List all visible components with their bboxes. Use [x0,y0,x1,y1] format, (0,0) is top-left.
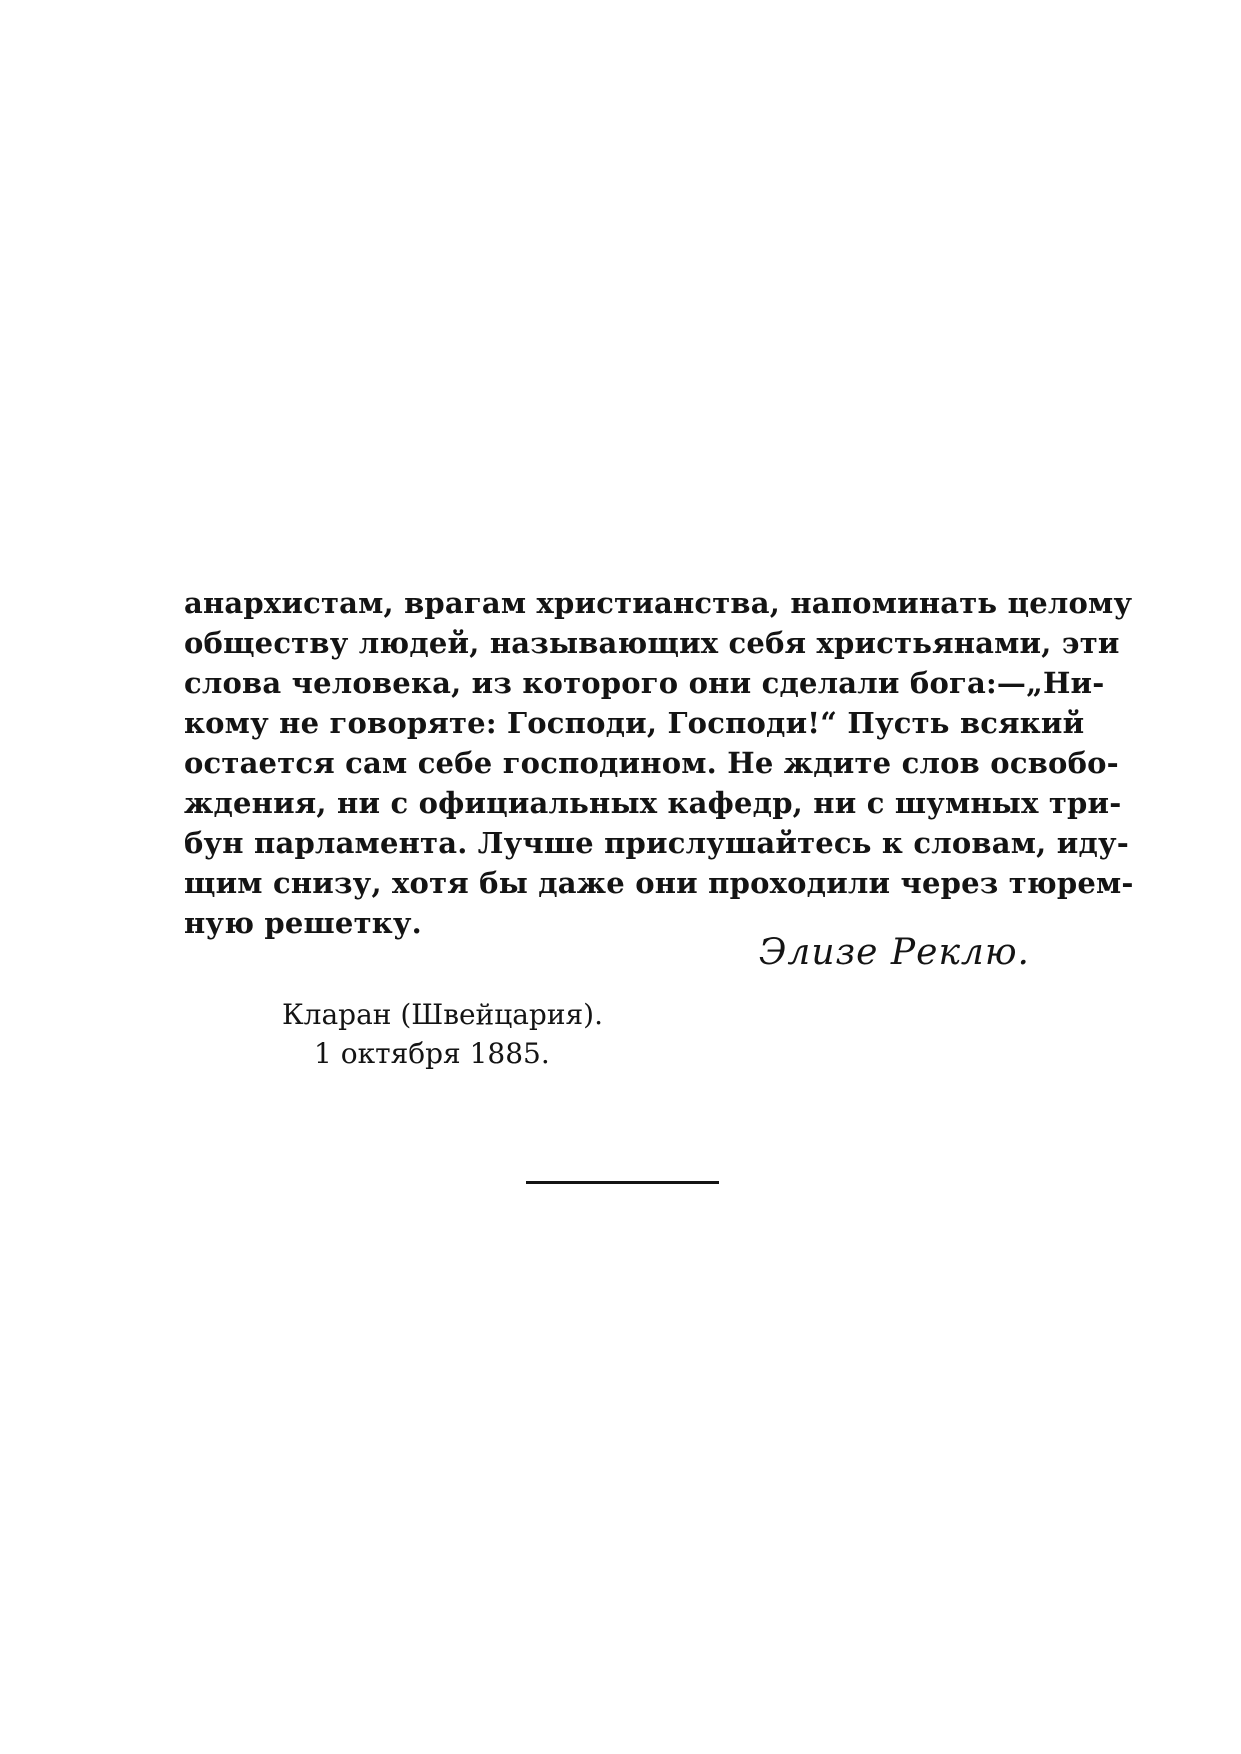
text-line: бун парламента. Лучше прислушайтесь к словам, иду- [184,826,1129,860]
text-line: слова человека, из которого они сделали бога:—„Ни- [184,666,1105,700]
body-paragraph [184,583,1134,943]
text-line: остается сам себе господином. Не ждите слов освобо- [184,746,1119,780]
text-line: кому не говоряте: Господи, Господи!“ Пусть всякий [184,706,1085,740]
text-line: ждения, ни с официальных кафедр, ни с шумных три- [184,786,1122,820]
author-signature: Элизе Реклю. [758,932,1030,973]
end-rule [526,1181,719,1184]
date-line: 1 октября 1885. [314,1037,550,1070]
text-line: ную решетку. [184,906,422,940]
text-line: анархистам, врагам христианства, напоминать целому [184,586,1133,620]
place-line: Кларан (Швейцария). [282,998,603,1031]
text-line: обществу людей, называющих себя христьянами, эти [184,626,1120,660]
text-line: щим снизу, хотя бы даже они проходили через тюрем- [184,866,1134,900]
